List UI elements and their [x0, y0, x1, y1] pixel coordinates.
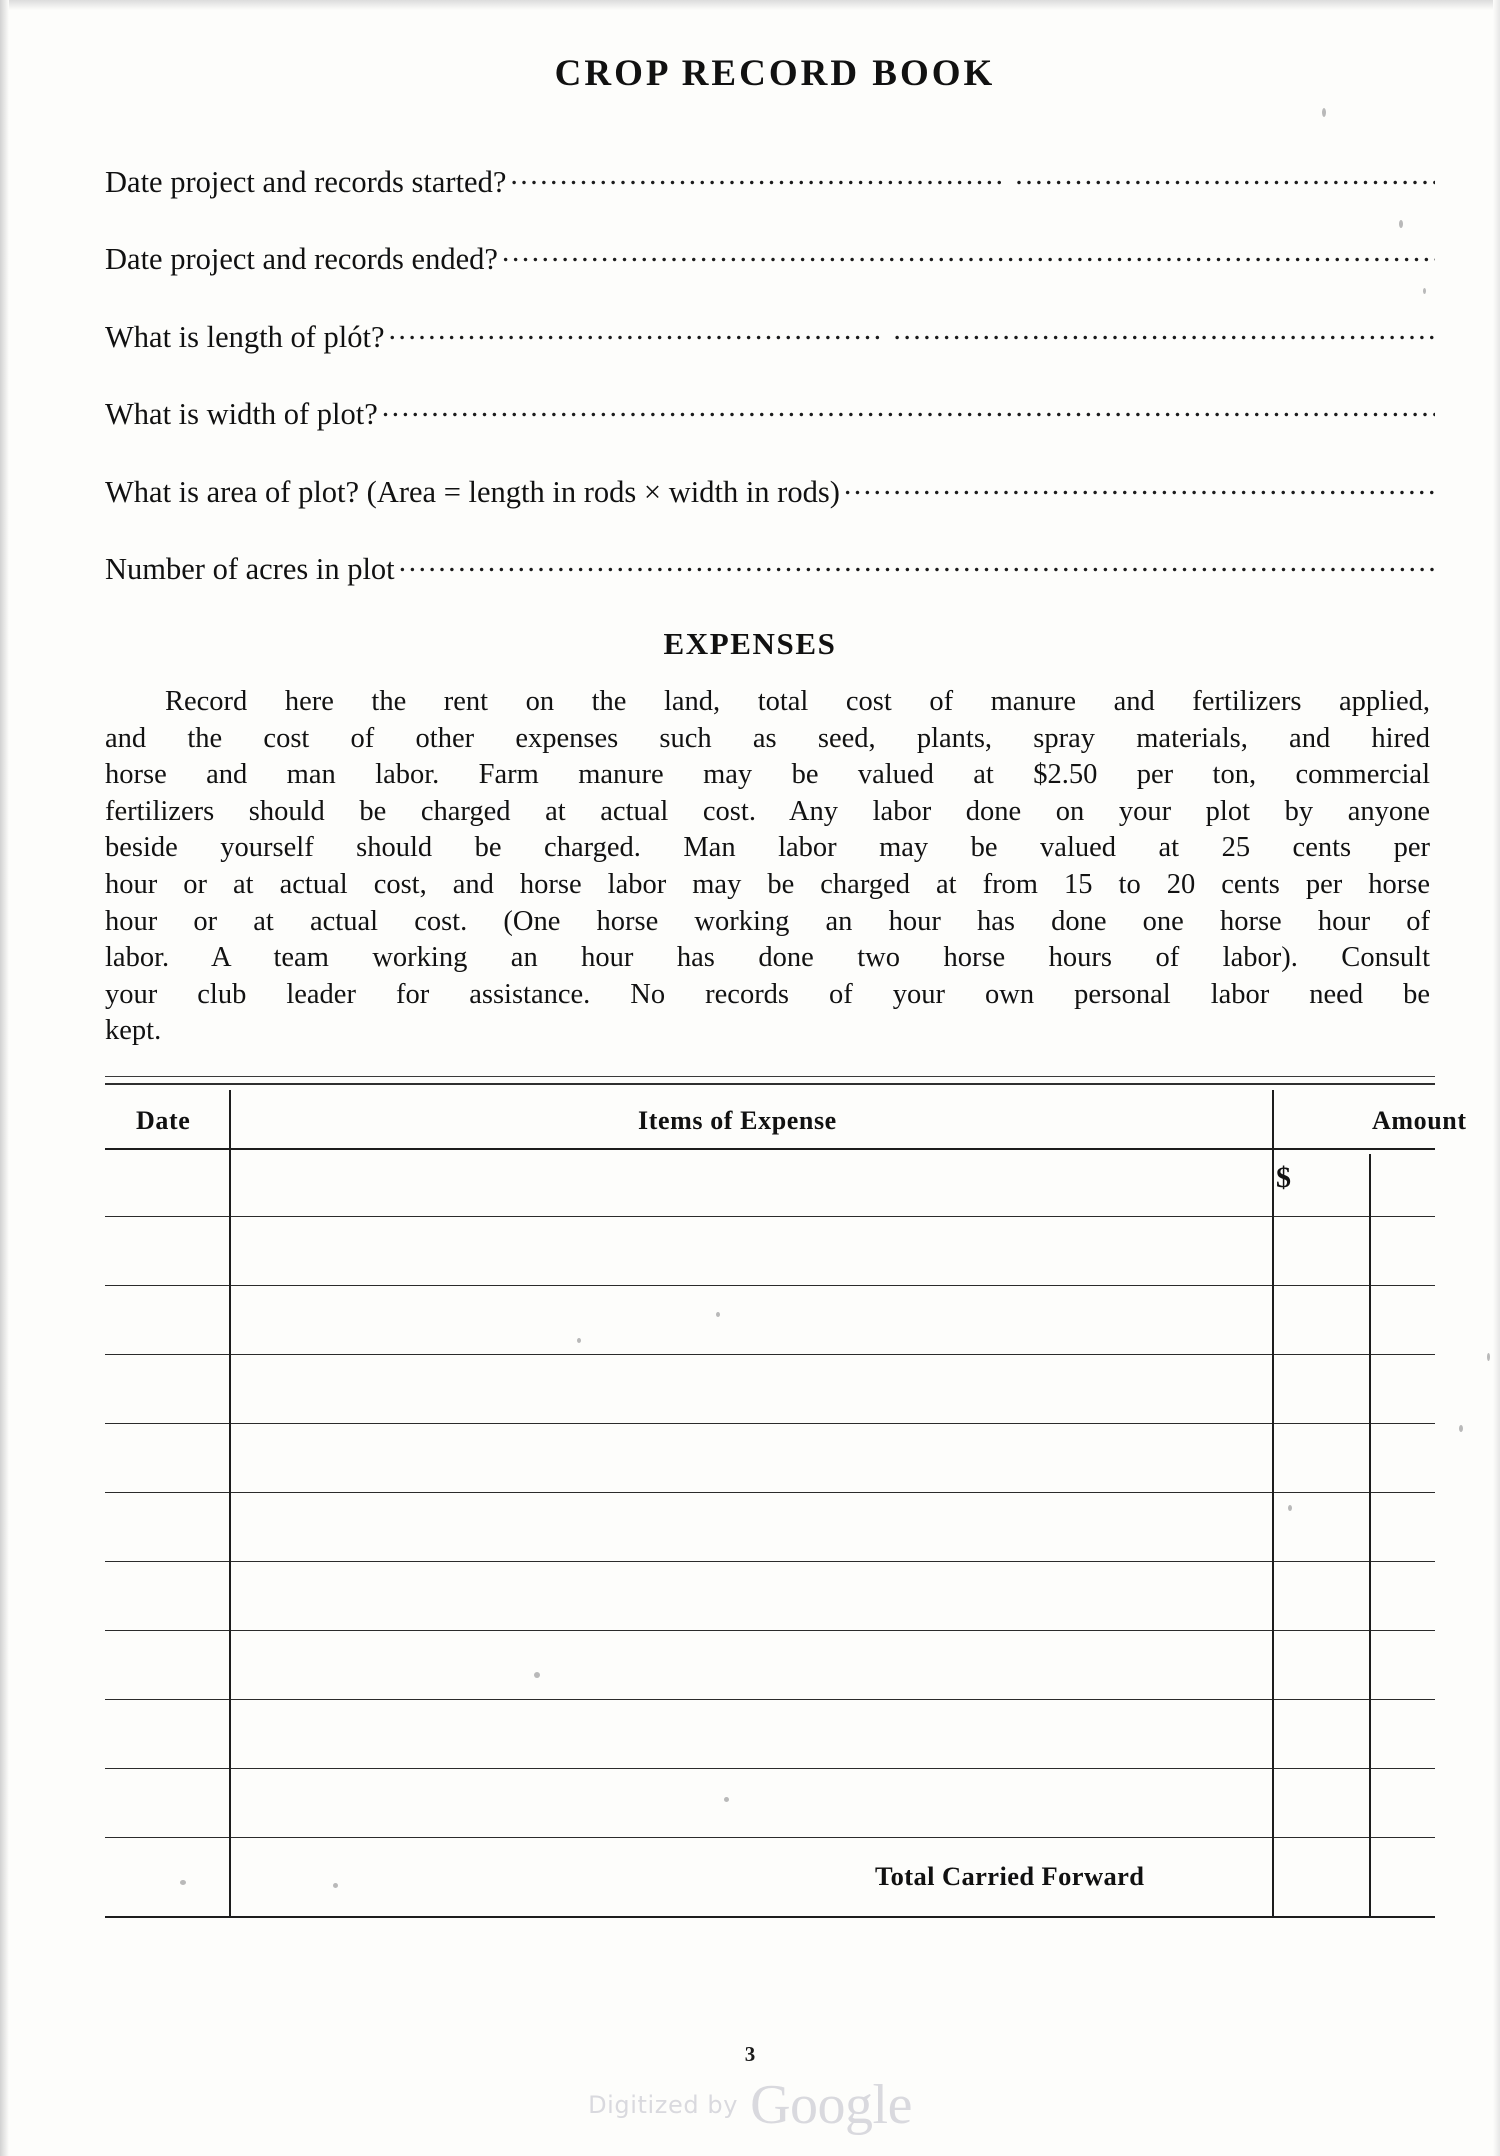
watermark-brand: Google — [750, 2074, 912, 2136]
table-row-rule — [105, 1354, 1435, 1355]
table-row[interactable] — [105, 1839, 229, 1916]
page-title: CROP RECORD BOOK — [554, 53, 996, 94]
paragraph-line: hour or at actual cost, and horse labor may be charged at from 15 to 20 cents per horse — [105, 868, 1430, 900]
page-number: 3 — [744, 2042, 756, 2066]
column-header-items-of-expense: Items of Expense — [638, 1105, 837, 1135]
table-row[interactable] — [105, 1632, 229, 1699]
expense-table — [105, 1076, 1467, 1921]
total-carried-forward-label: Total Carried Forward — [875, 1860, 1145, 1891]
question-label: What is length of plót? — [105, 319, 385, 354]
dot-leader-fill-line[interactable] — [844, 471, 1435, 502]
question-row-date-ended[interactable] — [105, 239, 1435, 278]
paragraph-line: beside yourself should be charged. Man labor may be valued at 25 cents per — [105, 832, 1430, 864]
table-row-rule — [105, 1285, 1435, 1286]
table-row[interactable] — [105, 1770, 229, 1837]
scan-edge-right — [1493, 0, 1500, 2156]
table-row-rule — [105, 1561, 1435, 1562]
column-header-amount: Amount — [1372, 1105, 1467, 1135]
dot-leader-fill-line[interactable] — [399, 549, 1435, 580]
paragraph-line: hour or at actual cost. (One horse working an hour has done one horse hour of — [105, 905, 1430, 937]
dot-leader-fill-line[interactable] — [502, 239, 1435, 270]
table-row[interactable] — [105, 1563, 229, 1630]
google-digitized-watermark — [0, 2073, 1500, 2137]
column-divider-date — [229, 1090, 231, 1916]
column-divider-cents — [1369, 1154, 1371, 1916]
questions-list — [105, 161, 1435, 587]
table-row[interactable] — [105, 1287, 229, 1354]
dot-leader-fill-line[interactable] — [389, 316, 1435, 347]
currency-symbol: $ — [1276, 1160, 1291, 1194]
scan-speck — [1459, 1425, 1463, 1432]
question-label: Date project and records ended? — [105, 242, 498, 276]
watermark-prefix: Digitized by — [588, 2091, 739, 2119]
question-label: What is width of plot? — [105, 397, 378, 431]
table-top-rule — [105, 1076, 1435, 1077]
table-row[interactable] — [105, 1150, 229, 1216]
page-content — [105, 0, 1467, 1921]
paragraph-line: and the cost of other expenses such as seed, plants, spray materials, and hired — [105, 722, 1430, 754]
table-row-rule — [105, 1423, 1435, 1424]
question-label: Number of acres in plot — [105, 552, 395, 586]
table-row-rule — [105, 1492, 1435, 1493]
table-row-rule — [105, 1630, 1435, 1631]
table-row[interactable] — [105, 1701, 229, 1768]
column-divider-amount — [1272, 1090, 1274, 1916]
table-row[interactable] — [105, 1494, 229, 1561]
scan-edge-left — [0, 0, 9, 2156]
question-row-acres-in-plot[interactable] — [105, 549, 1435, 588]
table-row-rule — [105, 1216, 1435, 1217]
paragraph-line: Record here the rent on the land, total cost of manure and fertilizers applied, — [165, 686, 1430, 717]
question-row-width-of-plot[interactable] — [105, 394, 1435, 433]
column-header-date: Date — [136, 1105, 191, 1135]
table-header-rule — [105, 1148, 1435, 1150]
table-bottom-rule — [105, 1916, 1435, 1918]
table-row[interactable] — [105, 1425, 229, 1492]
table-row[interactable] — [105, 1218, 229, 1285]
dot-leader-fill-line[interactable] — [382, 394, 1435, 425]
question-row-area-of-plot[interactable] — [105, 471, 1435, 510]
table-row-rule — [105, 1699, 1435, 1700]
question-row-length-of-plot[interactable] — [105, 316, 1435, 355]
expenses-instructions-paragraph — [105, 684, 1430, 1050]
paragraph-line: kept. — [105, 1015, 162, 1047]
table-row[interactable] — [105, 1356, 229, 1423]
paragraph-line: your club leader for assistance. No records of your own personal labor need be — [105, 978, 1430, 1010]
paragraph-line: fertilizers should be charged at actual cost. Any labor done on your plot by anyone — [105, 795, 1430, 827]
paragraph-line: horse and man labor. Farm manure may be valued at $2.50 per ton, commercial — [105, 759, 1430, 791]
table-row-rule — [105, 1837, 1435, 1838]
section-heading-expenses: EXPENSES — [663, 626, 837, 661]
paragraph-line: labor. A team working an hour has done two horse hours of labor). Consult — [105, 942, 1430, 974]
dot-leader-fill-line[interactable] — [510, 161, 1435, 192]
table-top-rule-2 — [105, 1083, 1435, 1085]
table-row-rule — [105, 1768, 1435, 1769]
scan-speck — [1487, 1353, 1490, 1361]
question-label: What is area of plot? (Area = length in rods × width in rods) — [105, 474, 840, 509]
question-label: Date project and records started? — [105, 164, 507, 199]
question-row-date-started[interactable] — [105, 161, 1435, 200]
